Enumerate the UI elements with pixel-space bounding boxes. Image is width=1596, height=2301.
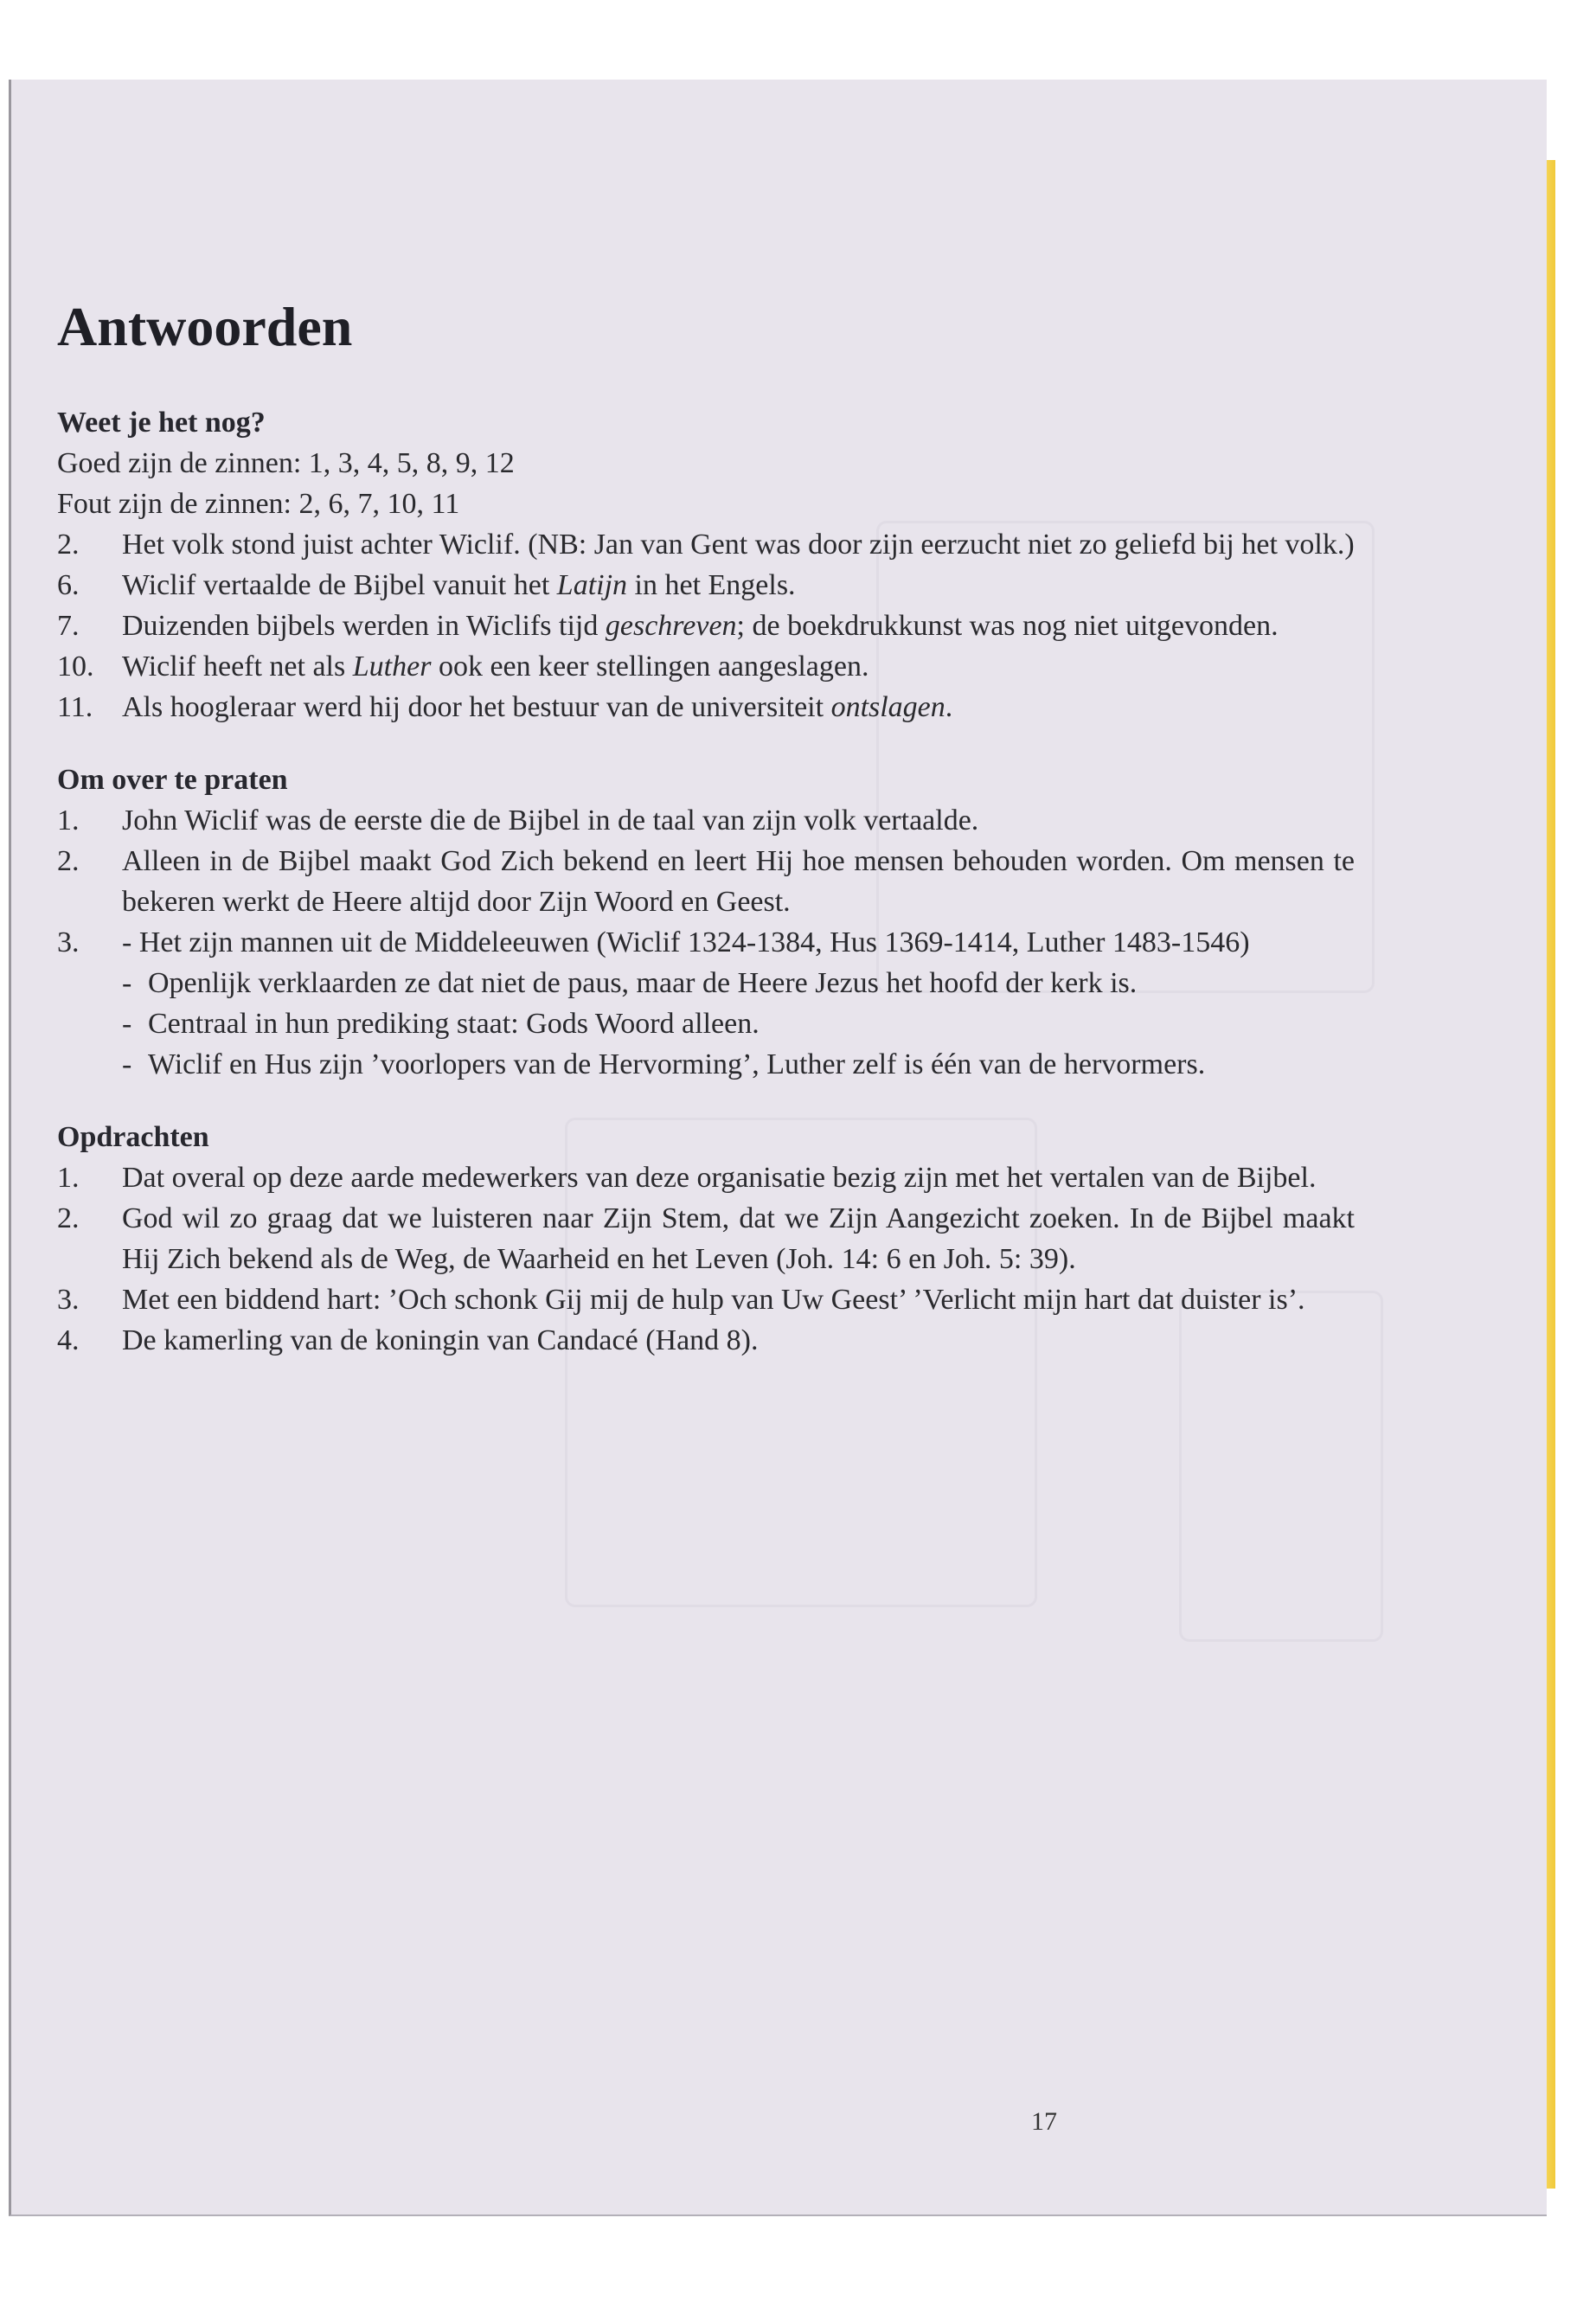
item-number: 6. — [57, 569, 80, 601]
item-number: 3. — [57, 1284, 80, 1316]
section-om-over-te-praten — [57, 760, 1355, 1085]
item-text: John Wiclif was de eerste die de Bijbel in de taal van zijn volk vertaalde. — [122, 804, 979, 836]
section-heading: Weet je het nog? — [57, 407, 266, 439]
item-text — [122, 687, 1355, 727]
section-weet-je-het-nog — [57, 403, 1355, 727]
item-text-part: Als hoogleraar werd hij door het bestuur van de universiteit — [122, 691, 831, 723]
section-heading: Om over te praten — [57, 764, 288, 796]
dash-bullet: - — [122, 1048, 132, 1080]
item-text-part: Wiclif vertaalde de Bijbel vanuit het — [122, 569, 557, 601]
section-heading: Opdrachten — [57, 1121, 209, 1153]
item-text — [122, 606, 1355, 646]
dash-bullet: - — [122, 967, 132, 999]
item-number: 4. — [57, 1324, 80, 1356]
item-text-italic: geschreven — [605, 610, 737, 642]
item-number: 10. — [57, 651, 94, 683]
item-text: Met een biddend hart: ’Och schonk Gij mij de hulp van Uw Geest’ ’Verlicht mijn hart dat duister is’. — [122, 1284, 1305, 1316]
list-item — [57, 1320, 1355, 1361]
sub-item-text: Openlijk verklaarden ze dat niet de paus, maar de Heere Jezus het hoofd der kerk is. — [148, 967, 1138, 999]
sub-item — [122, 1003, 1355, 1044]
list-item — [57, 1198, 1355, 1279]
item-text — [122, 565, 1355, 606]
answers-content — [57, 294, 1355, 1361]
item-text-part: ook een keer stellingen aangeslagen. — [431, 651, 869, 683]
item-number: 1. — [57, 804, 80, 836]
list-item — [57, 524, 1355, 565]
item-number: 3. — [57, 926, 80, 958]
goed-line: Goed zijn de zinnen: 1, 3, 4, 5, 8, 9, 12 — [57, 447, 515, 479]
list-item — [57, 687, 1355, 727]
sub-item-text: Wiclif en Hus zijn ’voorlopers van de Hervorming’, Luther zelf is één van de hervormers. — [148, 1048, 1206, 1080]
list-item — [57, 646, 1355, 687]
sub-item — [122, 1044, 1355, 1085]
item-text — [122, 524, 1355, 565]
item-text: Dat overal op deze aarde medewerkers van deze organisatie bezig zijn met het vertalen van de Bijbel. — [122, 1162, 1317, 1194]
list-item — [57, 841, 1355, 922]
list-item — [57, 606, 1355, 646]
page-number: 17 — [1031, 2107, 1057, 2136]
item-text-italic: ontslagen — [830, 691, 945, 723]
item-text — [122, 646, 1355, 687]
fout-line: Fout zijn de zinnen: 2, 6, 7, 10, 11 — [57, 488, 460, 520]
item-text-part: ; de boekdrukkunst was nog niet uitgevonden. — [736, 610, 1279, 642]
list-item — [57, 922, 1355, 963]
item-text: - Het zijn mannen uit de Middeleeuwen (Wiclif 1324-1384, Hus 1369-1414, Luther 1483-1546) — [122, 926, 1250, 958]
item-number: 1. — [57, 1162, 80, 1194]
dash-bullet: - — [122, 1008, 132, 1040]
item-text: De kamerling van de koningin van Candacé (Hand 8). — [122, 1324, 759, 1356]
item-number: 2. — [57, 1202, 80, 1234]
list-item — [57, 800, 1355, 841]
item-number: 11. — [57, 691, 93, 723]
item-text-italic: Luther — [352, 651, 432, 683]
item-number: 2. — [57, 845, 80, 877]
page-title: Antwoorden — [57, 296, 353, 357]
list-item — [57, 565, 1355, 606]
item-text-part: Duizenden bijbels werden in Wiclifs tijd — [122, 610, 606, 642]
item-text-part: in het Engels. — [627, 569, 796, 601]
list-item — [57, 1279, 1355, 1320]
spacer — [57, 360, 1355, 403]
item-text-part: . — [945, 691, 953, 723]
item-number: 7. — [57, 610, 80, 642]
item-text: God wil zo graag dat we luisteren naar Zijn Stem, dat we Zijn Aangezicht zoeken. In de Bijbel maakt Hij Zich bekend als de Weg, de Waarheid en het Leven (Joh. 14: 6 en Joh. 5: 39). — [122, 1202, 1355, 1275]
spacer — [57, 727, 1355, 760]
item-text-italic: Latijn — [556, 569, 628, 601]
sub-item-text: Centraal in hun prediking staat: Gods Woord alleen. — [148, 1008, 760, 1040]
item-text: Alleen in de Bijbel maakt God Zich bekend en leert Hij hoe mensen behouden worden. Om mensen te bekeren werkt de Heere altijd door Zijn Woord en Geest. — [122, 845, 1355, 918]
spacer — [57, 1085, 1355, 1118]
item-text-part: Het volk stond juist achter Wiclif. (NB: Jan van Gent was door zijn eerzucht niet zo geliefd bij het volk.) — [122, 529, 1355, 561]
sub-item — [122, 963, 1355, 1003]
item-number: 2. — [57, 529, 80, 561]
section-opdrachten — [57, 1118, 1355, 1361]
item-text-part: Wiclif heeft net als — [122, 651, 353, 683]
list-item — [57, 1157, 1355, 1198]
